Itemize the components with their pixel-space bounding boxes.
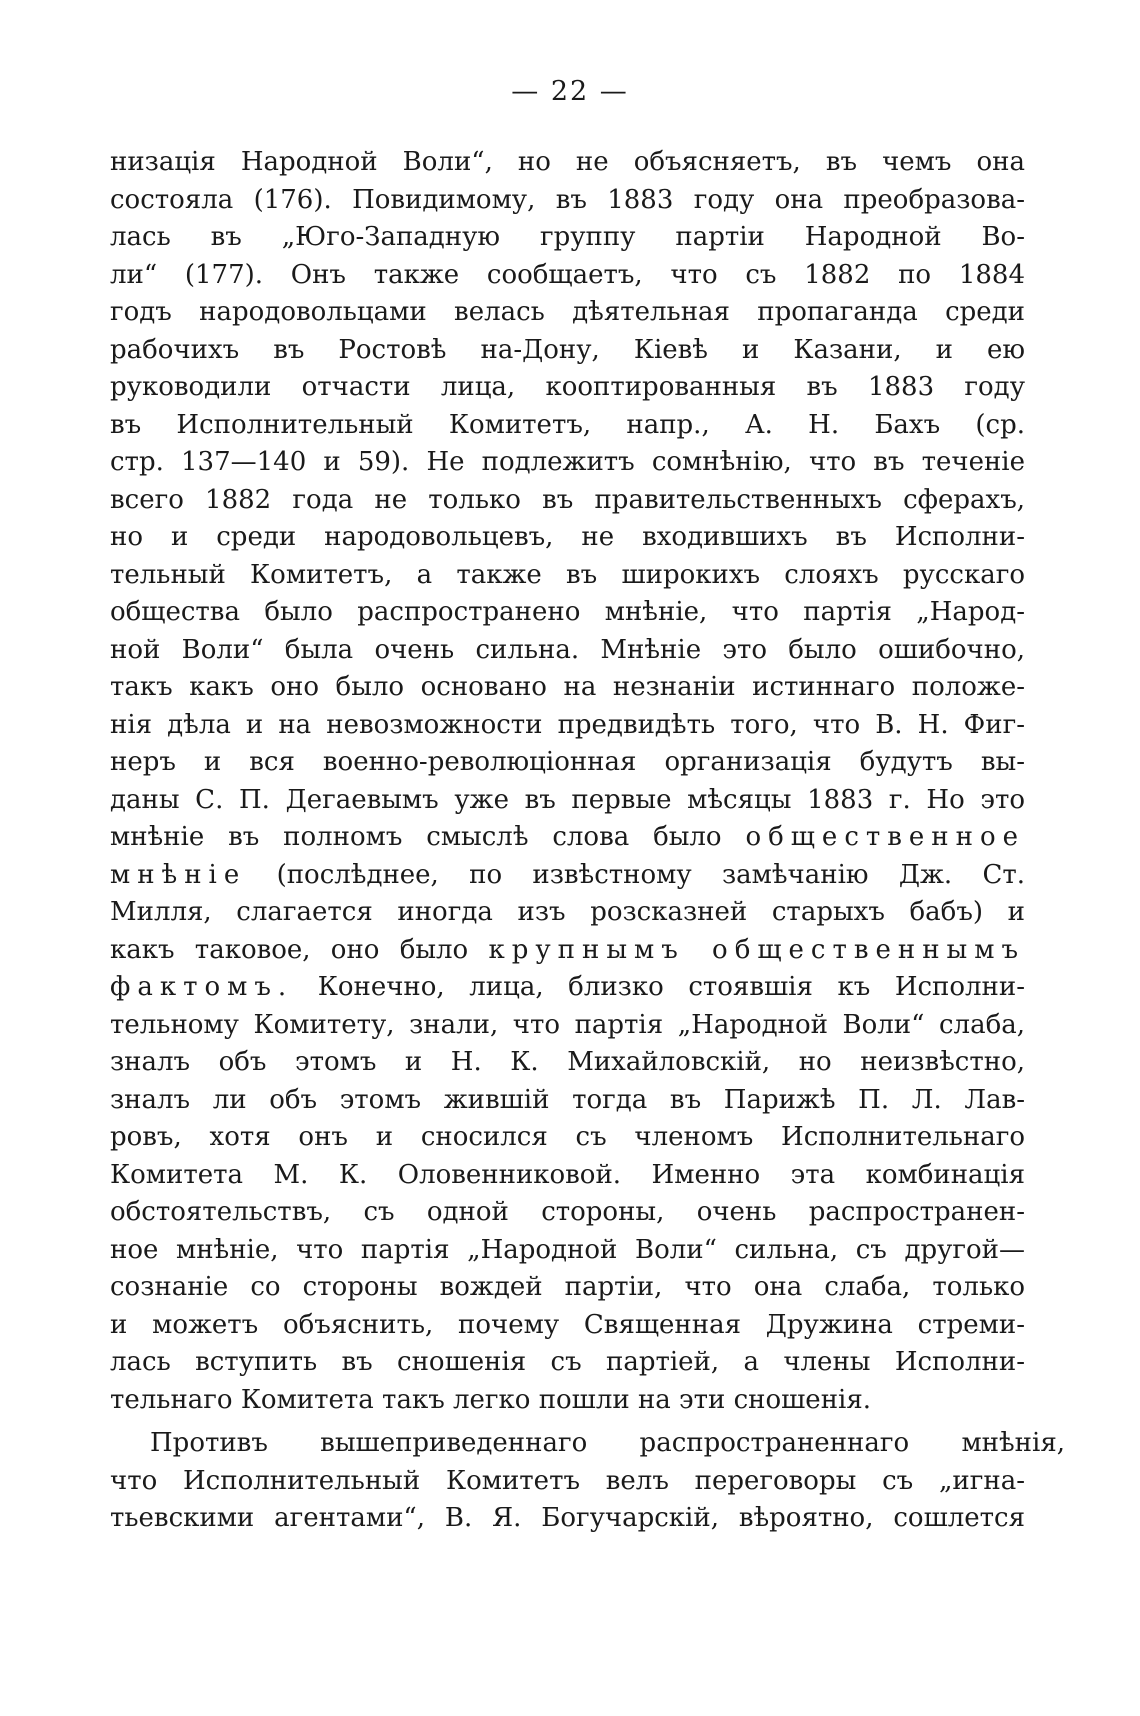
text-line: состояла (176). Повидимому, въ 1883 году она преобразова- xyxy=(110,184,1025,215)
text-line: руководили отчасти лица, кооптированныя въ 1883 году xyxy=(110,372,1025,402)
text-line: неръ и вся военно-революціонная организація будутъ вы- xyxy=(110,747,1025,777)
text-line: тельному Комитету, знали, что партія „Народной Воли“ слаба, xyxy=(110,1009,1025,1040)
body-text xyxy=(110,144,1065,1538)
text-line: ное мнѣніе, что партія „Народной Воли“ сильна, съ другой— xyxy=(110,1234,1025,1265)
spaced-emphasis: общественное xyxy=(745,822,1025,852)
text-line: тьевскими агентами“, В. Я. Богучарскій, вѣроятно, сошлется xyxy=(110,1503,1025,1533)
text-line: обстоятельствъ, съ одной стороны, очень распространен- xyxy=(110,1197,1025,1227)
paragraph-1 xyxy=(110,144,1025,1419)
paragraph-2 xyxy=(110,1425,1065,1538)
text-line: такъ какъ оно было основано на незнаніи истиннаго положе- xyxy=(110,672,1025,702)
text-line: лась въ „Юго-Западную группу партіи Народной Во- xyxy=(110,222,1025,252)
text-line: стр. 137—140 и 59). Не подлежитъ сомнѣнію, что въ теченіе xyxy=(110,447,1025,477)
text-segment: мнѣніе въ полномъ смыслѣ слова было xyxy=(110,822,746,852)
text-line xyxy=(110,857,1025,895)
spaced-emphasis: фактомъ. xyxy=(110,972,294,1002)
spaced-emphasis: мнѣніе xyxy=(110,859,247,890)
text-line: но и среди народовольцевъ, не входившихъ въ Исполни- xyxy=(110,522,1025,552)
text-line: въ Исполнительный Комитетъ, напр., А. Н. Бахъ (ср. xyxy=(110,409,1025,440)
text-segment: какъ таковое, оно было xyxy=(110,934,489,965)
text-line: общества было распространено мнѣніе, что партія „Народ- xyxy=(110,597,1025,627)
text-line: зналъ ли объ этомъ жившій тогда въ Парижѣ П. Л. Лав- xyxy=(110,1084,1025,1115)
text-line: даны С. П. Дегаевымъ уже въ первые мѣсяцы 1883 г. Но это xyxy=(110,784,1025,815)
text-line: зналъ объ этомъ и Н. К. Михайловскій, но неизвѣстно, xyxy=(110,1047,1025,1077)
text-line: низація Народной Воли“, но не объясняетъ, въ чемъ она xyxy=(110,147,1025,177)
text-line: нія дѣла и на невозможности предвидѣть того, что В. Н. Фиг- xyxy=(110,709,1025,740)
text-line: Милля, слагается иногда изъ розсказней старыхъ бабъ) и xyxy=(110,897,1025,927)
text-line: тельный Комитетъ, а также въ широкихъ слояхъ русскаго xyxy=(110,559,1025,590)
text-line: рабочихъ въ Ростовѣ на-Дону, Кіевѣ и Казани, и ею xyxy=(110,334,1025,365)
text-line: ной Воли“ была очень сильна. Мнѣніе это было ошибочно, xyxy=(110,634,1025,665)
text-line: ровъ, хотя онъ и сносился съ членомъ Исполнительнаго xyxy=(110,1122,1025,1152)
text-line: Комитета М. К. Оловенниковой. Именно эта комбинація xyxy=(110,1159,1025,1190)
text-line xyxy=(110,932,1025,970)
text-line xyxy=(110,969,1025,1007)
text-line: что Исполнительный Комитетъ велъ переговоры съ „игна- xyxy=(110,1465,1025,1496)
text-line: всего 1882 года не только въ правительственныхъ сферахъ, xyxy=(110,484,1025,515)
spaced-emphasis: крупнымъ общественнымъ xyxy=(488,934,1026,965)
text-line xyxy=(110,819,1025,857)
page-number: — 22 — xyxy=(511,76,629,107)
text-line: Противъ вышеприведеннаго распространеннаго мнѣнія, xyxy=(150,1428,1065,1458)
text-segment: (послѣднее, по извѣстному замѣчанію Дж. Ст. xyxy=(246,859,1025,890)
text-line: и можетъ объяснить, почему Священная Дружина стреми- xyxy=(110,1309,1025,1340)
text-line: годъ народовольцами велась дѣятельная пропаганда среди xyxy=(110,297,1025,327)
text-line: тельнаго Комитета такъ легко пошли на эти сношенія. xyxy=(110,1384,872,1415)
text-line: ли“ (177). Онъ также сообщаетъ, что съ 1882 по 1884 xyxy=(110,259,1025,290)
text-line: лась вступить въ сношенія съ партіей, а члены Исполни- xyxy=(110,1347,1025,1377)
text-line: сознаніе со стороны вождей партіи, что она слаба, только xyxy=(110,1272,1025,1302)
text-segment: Конечно, лица, близко стоявшія къ Исполни- xyxy=(293,972,1025,1002)
